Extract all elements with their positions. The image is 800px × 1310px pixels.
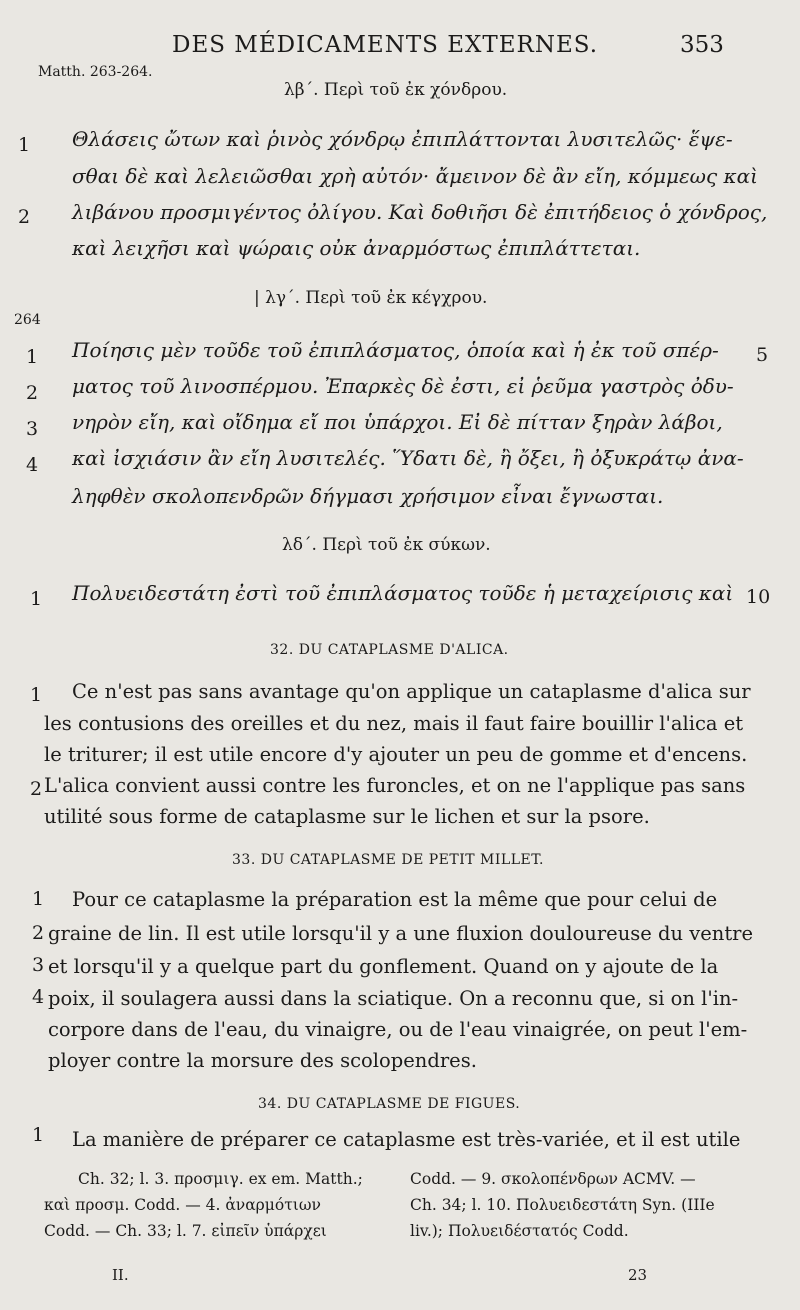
right-line-number: 5 [756,344,769,366]
greek-line: Ποίησις μὲν τοῦδε τοῦ ἐπιπλάσματος, ὁποία καὶ ἡ ἐκ τοῦ σπέρ- [72,338,719,362]
french-line: Ce n'est pas sans avantage qu'on applique un cataplasme d'alica sur [72,680,751,703]
line-number: 2 [26,382,39,404]
french-line: poix, il soulagera aussi dans la sciatique. On a reconnu que, si on l'in- [48,987,739,1010]
line-number: 3 [26,418,39,440]
greek-line: ληφθὲν σκολοπενδρῶν δήγμασι χρήσιμον εἶναι ἔγνωσται. [72,484,664,508]
line-number: 2 [30,778,43,800]
running-header-title: DES MÉDICAMENTS EXTERNES. [172,32,599,58]
french-line: Pour ce cataplasme la préparation est la même que pour celui de [72,888,718,911]
greek-heading-32: λβ΄. Περὶ τοῦ ἐκ χόνδρου. [284,80,508,100]
french-line: les contusions des oreilles et du nez, mais il faut faire bouillir l'alica et [44,712,744,735]
line-number: 4 [26,454,39,476]
line-number: 1 [26,346,39,368]
french-line: corpore dans de l'eau, du vinaigre, ou de l'eau vinaigrée, on peut l'em- [48,1018,748,1041]
footnote-line: liv.); Πολυειδέστατός Codd. [410,1222,629,1240]
line-number: 4 [32,986,45,1008]
french-line: utilité sous forme de cataplasme sur le lichen et sur la psore. [44,805,650,828]
right-line-number: 10 [746,586,771,608]
line-number: 2 [18,206,31,228]
greek-line: νηρὸν εἴη, καὶ οἴδημα εἴ ποι ὑπάρχοι. Εἰ δὲ πίτταν ξηρὰν λάβοι, [72,410,723,434]
french-line: le triturer; il est utile encore d'y ajouter un peu de gomme et d'encens. [44,743,748,766]
line-number: 1 [32,1124,45,1146]
greek-line: ματος τοῦ λινοσπέρμου. Ἐπαρκὲς δὲ ἐστι, εἰ ῥεῦμα γαστρὸς ὀδυ- [72,374,734,398]
margin-page-reference: 264 [14,312,41,328]
french-heading-34: 34. DU CATAPLASME DE FIGUES. [258,1096,521,1112]
footnote-line: καὶ προσμ. Codd. — 4. ἀναρμότιων [44,1196,321,1214]
footnote-line: Codd. — 9. σκολοπένδρων ACMV. — [410,1170,696,1188]
greek-line: καὶ ἰσχιάσιν ἂν εἴη λυσιτελές. Ὕδατι δὲ, ἢ ὄξει, ἢ ὀξυκράτῳ ἀνα- [72,446,744,470]
greek-line: λιβάνου προσμιγέντος ὀλίγου. Καὶ δοθιῆσι δὲ ἐπιτήδειος ὁ χόνδρος, [72,200,768,224]
line-number: 1 [30,684,43,706]
greek-heading-34: λδ΄. Περὶ τοῦ ἐκ σύκων. [282,535,491,555]
line-number: 1 [32,888,45,910]
greek-line: καὶ λειχῆσι καὶ ψώραις οὐκ ἀναρμόστως ἐπιπλάττεται. [72,236,641,260]
greek-line: Πολυειδεστάτη ἐστὶ τοῦ ἐπιπλάσματος τοῦδε ἡ μεταχείρισις καὶ [72,581,734,605]
line-number: 1 [18,134,31,156]
greek-line: Θλάσεις ὤτων καὶ ῥινὸς χόνδρῳ ἐπιπλάττονται λυσιτελῶς· ἕψε- [72,127,733,151]
footnote-line: Ch. 34; l. 10. Πολυειδεστάτη Syn. (IIIe [410,1196,715,1214]
french-line: L'alica convient aussi contre les furoncles, et on ne l'applique pas sans [44,774,746,797]
footnote-line: Codd. — Ch. 33; l. 7. εἰπεῖν ὑπάρχει [44,1222,327,1240]
french-heading-33: 33. DU CATAPLASME DE PETIT MILLET. [232,852,544,868]
signature-mark-right: 23 [628,1266,648,1284]
edition-reference: Matth. 263-264. [38,64,153,80]
greek-heading-33: | λγ΄. Περὶ τοῦ ἐκ κέγχρου. [254,288,488,308]
line-number: 2 [32,922,45,944]
french-line: et lorsqu'il y a quelque part du gonflement. Quand on y ajoute de la [48,955,719,978]
french-line: graine de lin. Il est utile lorsqu'il y a une fluxion douloureuse du ventre [48,922,754,945]
french-line: La manière de préparer ce cataplasme est très-variée, et il est utile [72,1128,741,1151]
french-line: ployer contre la morsure des scolopendres. [48,1049,477,1072]
line-number: 3 [32,954,45,976]
french-heading-32: 32. DU CATAPLASME D'ALICA. [270,642,509,658]
signature-mark-left: II. [112,1266,129,1284]
footnote-line: Ch. 32; l. 3. προσμιγ. ex em. Matth.; [78,1170,363,1188]
line-number: 1 [30,588,43,610]
page-number: 353 [680,32,724,58]
greek-line: σθαι δὲ καὶ λελειῶσθαι χρὴ αὐτόν· ἄμεινον δὲ ἂν εἴη, κόμμεως καὶ [72,164,759,188]
